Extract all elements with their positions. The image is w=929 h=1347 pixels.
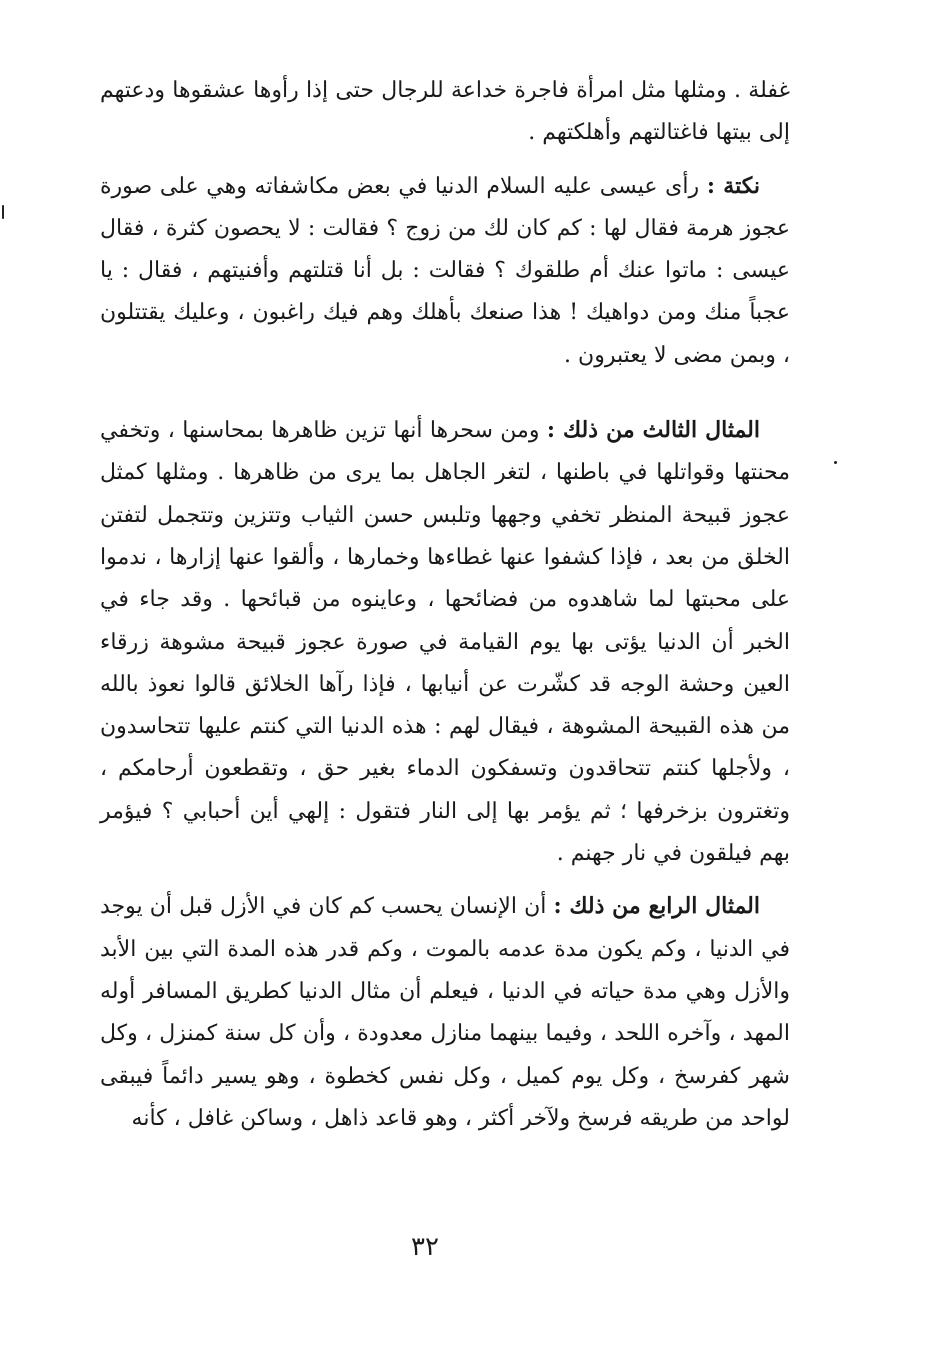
nukta-text: رأى عيسى عليه السلام الدنيا في بعض مكاشفاته وهي على صورة عجوز هرمة فقال لها : كم كان لك من زوج ؟ فقالت : لا يحصون كثرة ، فقال عيسى : ماتوا عنك أم طلقوك ؟ فقالت : بل أنا قتلتهم وأفنيتهم ، فقال : يا عجباً منك ومن دواهيك ! هذا صنعك بأهلك وهم فيك راغبون ، وعليك يقتتلون ، وبمن مضى لا يعتبرون . bbox=[100, 173, 790, 368]
intro-paragraph bbox=[100, 70, 790, 155]
third-example-label: المثال الثالث من ذلك : bbox=[546, 417, 760, 444]
intro-text: غفلة . ومثلها مثل امرأة فاجرة خداعة للرجال حتى إذا رأوها عشقوها ودعتهم إلى بيتها فاغتالتهم وأهلكتهم . bbox=[100, 78, 790, 146]
nukta-paragraph bbox=[100, 165, 790, 377]
scan-speck bbox=[2, 205, 4, 219]
page-body bbox=[100, 70, 790, 1140]
third-example-paragraph bbox=[100, 409, 790, 875]
fourth-example-paragraph bbox=[100, 885, 790, 1140]
fourth-example-text: أن الإنسان يحسب كم كان في الأزل قبل أن يوجد في الدنيا ، وكم يكون مدة عدمه بالموت ، وكم قدر هذه المدة التي بين الأبد والأزل وهي مدة حياته في الدنيا ، فيعلم أن مثال الدنيا كطريق المسافر أوله المهد ، وآخره اللحد ، وفيما بينهما منازل معدودة ، وأن كل سنة كمنزل ، وكل شهر كفرسخ ، وكل يوم كميل ، وكل نفس كخطوة ، وهو يسير دائماً فيبقى لواحد من طريقه فرسخ ولآخر أكثر ، وهو قاعد ذاهل ، وساكن غافل ، كأنه bbox=[100, 894, 790, 1131]
nukta-label: نكتة : bbox=[706, 172, 760, 199]
page-number: ٣٢ bbox=[411, 1232, 439, 1262]
scan-speck bbox=[834, 461, 837, 464]
fourth-example-label: المثال الرابع من ذلك : bbox=[553, 893, 760, 920]
third-example-text: ومن سحرها أنها تزين ظاهرها بمحاسنها ، وتخفي محنتها وقواتلها في باطنها ، لتغر الجاهل بما يرى من ظاهرها . ومثلها كمثل عجوز قبيحة المنظر تخفي وجهها وتلبس حسن الثياب وتتزين وتتجمل لتفتن الخلق من بعد ، فإذا كشفوا عنها غطاءها وخمارها ، وألقوا عنها إزارها ، ندموا على محبتها لما شاهدوه من فضائحها ، وعاينوه من قبائحها . وقد جاء في الخبر أن الدنيا يؤتى بها يوم القيامة في صورة عجوز قبيحة مشوهة زرقاء العين وحشة الوجه قد كشّرت عن أنيابها ، فإذا رآها الخلائق قالوا نعوذ بالله من هذه القبيحة المشوهة ، فيقال لهم : هذه الدنيا التي كنتم عليها تتحاسدون ، ولأجلها كنتم تتحاقدون وتسفكون الدماء بغير حق ، وتقطعون أرحامكم ، وتغترون بزخرفها ؛ ثم يؤمر بها إلى النار فتقول : إلهي أين أحبابي ؟ فيؤمر بهم فيلقون في نار جهنم . bbox=[100, 418, 790, 867]
